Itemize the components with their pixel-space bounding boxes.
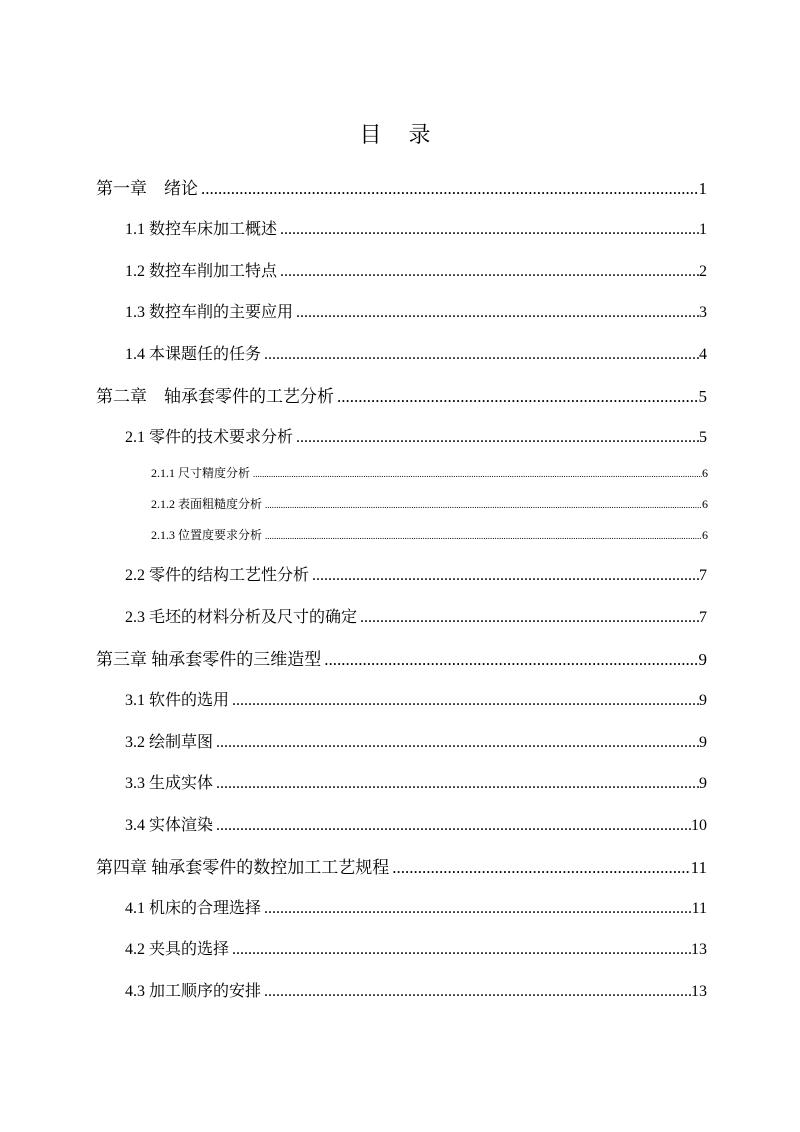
toc-entry-label: 4.2 夹具的选择 bbox=[125, 941, 230, 958]
toc-entry-page: 10 bbox=[691, 817, 707, 834]
toc-entry-3-1[interactable] bbox=[125, 687, 707, 710]
toc-entry-page: 9 bbox=[699, 775, 707, 792]
toc-entry-page: 3 bbox=[699, 304, 707, 321]
dot-leader bbox=[253, 469, 702, 479]
dot-leader bbox=[265, 500, 702, 510]
dot-leader bbox=[264, 983, 691, 1001]
dot-leader bbox=[312, 567, 699, 585]
toc-entry-page: 9 bbox=[699, 692, 707, 709]
toc-entry-page: 2 bbox=[699, 263, 707, 280]
toc-entry-page: 1 bbox=[699, 221, 707, 238]
toc-entry-page: 7 bbox=[699, 609, 707, 626]
toc-entry-page: 4 bbox=[699, 346, 707, 363]
toc-entry-label: 第四章 轴承套零件的数控加工工艺规程 bbox=[96, 858, 390, 877]
toc-entry-label: 1.4 本课题任的任务 bbox=[125, 346, 262, 363]
toc-entry-label: 2.1.2 表面粗糙度分析 bbox=[151, 497, 263, 511]
toc-entry-chapter-2[interactable] bbox=[96, 382, 707, 407]
dot-leader bbox=[296, 429, 699, 447]
dot-leader bbox=[232, 692, 699, 710]
toc-entry-label: 2.1.3 位置度要求分析 bbox=[151, 528, 263, 542]
dot-leader bbox=[324, 650, 698, 670]
toc-entry-page: 9 bbox=[698, 650, 707, 669]
toc-entry-3-3[interactable] bbox=[125, 770, 707, 793]
toc-entry-2-3[interactable] bbox=[125, 604, 707, 627]
toc-entry-chapter-3[interactable] bbox=[96, 645, 707, 670]
toc-entry-label: 2.1 零件的技术要求分析 bbox=[125, 429, 294, 446]
dot-leader bbox=[280, 221, 699, 239]
toc-entry-1-2[interactable] bbox=[125, 258, 707, 281]
toc-entry-chapter-1[interactable] bbox=[96, 174, 707, 199]
toc-entry-page: 13 bbox=[691, 983, 707, 1000]
toc-entry-label: 3.2 绘制草图 bbox=[125, 734, 214, 751]
toc-entry-label: 3.3 生成实体 bbox=[125, 775, 214, 792]
toc-entry-label: 第三章 轴承套零件的三维造型 bbox=[96, 650, 322, 669]
toc-entry-page: 7 bbox=[699, 567, 707, 584]
toc-entry-chapter-4[interactable] bbox=[96, 853, 707, 878]
toc-entry-page: 5 bbox=[699, 429, 707, 446]
dot-leader bbox=[264, 346, 699, 364]
toc-entry-3-4[interactable] bbox=[125, 812, 707, 835]
toc-entry-2-1[interactable] bbox=[125, 424, 707, 447]
toc-entry-label: 1.2 数控车削加工特点 bbox=[125, 263, 278, 280]
dot-leader bbox=[280, 263, 699, 281]
toc-entry-page: 13 bbox=[691, 941, 707, 958]
dot-leader bbox=[265, 531, 702, 541]
dot-leader bbox=[216, 775, 699, 793]
toc-entry-page: 11 bbox=[690, 858, 707, 877]
toc-entry-page: 6 bbox=[702, 466, 708, 480]
dot-leader bbox=[201, 179, 699, 199]
toc-entry-page: 9 bbox=[699, 734, 707, 751]
toc-entry-4-3[interactable] bbox=[125, 978, 707, 1001]
toc-entry-2-2[interactable] bbox=[125, 562, 707, 585]
toc-entry-page: 5 bbox=[698, 387, 707, 406]
toc-entry-label: 1.3 数控车削的主要应用 bbox=[125, 304, 294, 321]
toc-entry-label: 第二章 轴承套零件的工艺分析 bbox=[96, 387, 334, 406]
dot-leader bbox=[216, 734, 699, 752]
toc-entry-page: 11 bbox=[691, 900, 707, 917]
toc-entry-label: 4.1 机床的合理选择 bbox=[125, 900, 262, 917]
dot-leader bbox=[232, 941, 691, 959]
toc-entry-page: 6 bbox=[702, 528, 708, 542]
toc-title: 目 录 bbox=[359, 123, 441, 148]
dot-leader bbox=[392, 858, 690, 878]
toc-entry-label: 3.1 软件的选用 bbox=[125, 692, 230, 709]
toc-entry-label: 2.1.1 尺寸精度分析 bbox=[151, 466, 251, 480]
toc-entry-3-2[interactable] bbox=[125, 729, 707, 752]
toc-entry-1-4[interactable] bbox=[125, 341, 707, 364]
dot-leader bbox=[337, 387, 699, 407]
toc-entry-label: 2.3 毛坯的材料分析及尺寸的确定 bbox=[125, 609, 358, 626]
dot-leader bbox=[296, 304, 699, 322]
toc-entry-2-1-1[interactable] bbox=[151, 464, 708, 481]
dot-leader bbox=[216, 817, 691, 835]
toc-entry-1-3[interactable] bbox=[125, 299, 707, 322]
toc-entry-2-1-3[interactable] bbox=[151, 526, 708, 543]
dot-leader bbox=[264, 900, 692, 918]
toc-entry-label: 3.4 实体渲染 bbox=[125, 817, 214, 834]
toc-entry-label: 1.1 数控车床加工概述 bbox=[125, 221, 278, 238]
toc-entry-label: 4.3 加工顺序的安排 bbox=[125, 983, 262, 1000]
toc-entry-label: 第一章 绪论 bbox=[96, 179, 198, 198]
toc-entry-page: 6 bbox=[702, 497, 708, 511]
dot-leader bbox=[360, 609, 699, 627]
toc-entry-page: 1 bbox=[698, 179, 707, 198]
toc-entry-4-2[interactable] bbox=[125, 936, 707, 959]
toc-entry-label: 2.2 零件的结构工艺性分析 bbox=[125, 567, 310, 584]
toc-entry-1-1[interactable] bbox=[125, 216, 707, 239]
toc-entry-2-1-2[interactable] bbox=[151, 495, 708, 512]
toc-entry-4-1[interactable] bbox=[125, 895, 707, 918]
